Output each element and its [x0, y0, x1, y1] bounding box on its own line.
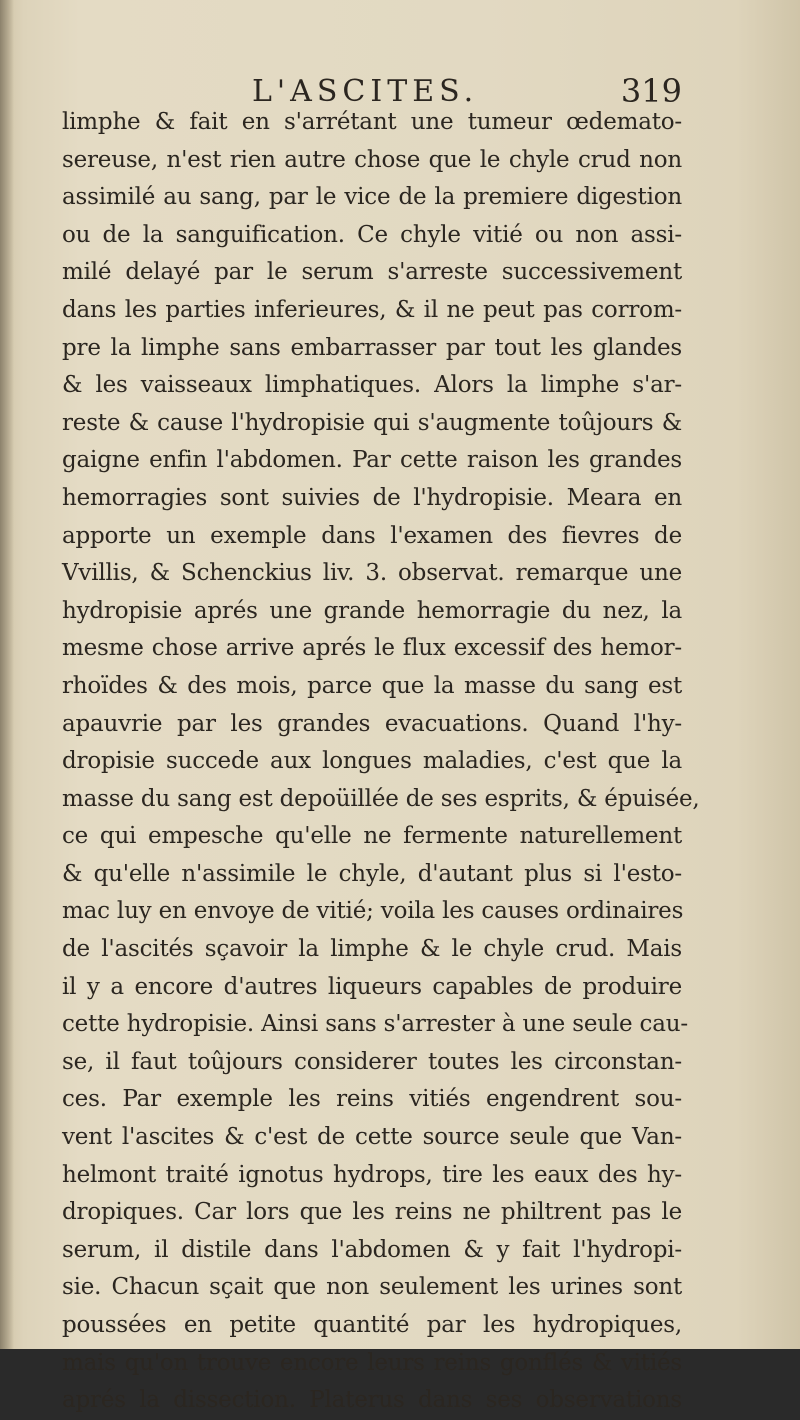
text-line: aprés la dissection. Platerus dans ses observations [62, 1387, 682, 1414]
text-line: reste & cause l'hydropisie qui s'augmente toûjours & [62, 409, 682, 436]
text-line: ou de la sanguification. Ce chyle vitié ou non assi- [62, 221, 682, 248]
text-line: serum, il distile dans l'abdomen & y fait l'hydropi- [62, 1236, 682, 1263]
text-line: pre la limphe sans embarrasser par tout les glandes [62, 334, 682, 361]
text-line: hemorragies sont suivies de l'hydropisie. Meara en [62, 484, 682, 511]
text-line: apauvrie par les grandes evacuations. Quand l'hy- [62, 710, 682, 737]
text-line: & qu'elle n'assimile le chyle, d'autant plus si l'esto- [62, 860, 682, 887]
text-line: vent l'ascites & c'est de cette source seule que Van- [62, 1124, 682, 1151]
text-line: hydropisie aprés une grande hemorragie du nez, la [62, 597, 682, 624]
text-line: ce qui empesche qu'elle ne fermente naturellement [62, 823, 682, 850]
text-line: gaigne enfin l'abdomen. Par cette raison les grandes [62, 447, 682, 474]
text-line: masse du sang est depoüillée de ses esprits, & épuisée, [62, 785, 700, 812]
text-line: sie. Chacun sçait que non seulement les urines sont [62, 1274, 682, 1301]
text-line: assimilé au sang, par le vice de la premiere digestion [62, 184, 682, 211]
text-line: ces. Par exemple les reins vitiés engendrent sou- [62, 1086, 682, 1113]
text-line: Vvillis, & Schenckius liv. 3. observat. remarque une [62, 560, 682, 587]
body-text [62, 104, 700, 1420]
text-line: sereuse, n'est rien autre chose que le chyle crud non [62, 146, 682, 173]
text-line: dropisie succede aux longues maladies, c'est que la [62, 748, 682, 775]
running-head: L'ASCITES. [252, 74, 479, 109]
text-line: milé delayé par le serum s'arreste successivement [62, 259, 682, 286]
text-line: dropiques. Car lors que les reins ne philtrent pas le [62, 1199, 682, 1226]
text-line: apporte un exemple dans l'examen des fievres de [62, 522, 682, 549]
text-line: rhoïdes & des mois, parce que la masse du sang est [62, 672, 682, 699]
text-line: poussées en petite quantité par les hydropiques, [62, 1312, 682, 1338]
text-line: helmont traité ignotus hydrops, tire les eaux des hy- [62, 1161, 682, 1188]
text-line: mesme chose arrive aprés le flux excessif des hemor- [62, 635, 682, 662]
text-line: mais qu'on trouve encore leurs reins gonflés & vitiés [62, 1349, 682, 1376]
text-line: dans les parties inferieures, & il ne peut pas corrom- [62, 296, 682, 323]
text-line: limphe & fait en s'arrétant une tumeur œdemato- [62, 109, 682, 135]
text-line: il y a encore d'autres liqueurs capables de produire [62, 973, 682, 1000]
page-gutter [0, 0, 14, 1349]
page-number: 319 [620, 72, 682, 110]
text-line: cette hydropisie. Ainsi sans s'arrester à une seule cau- [62, 1011, 688, 1038]
text-line: se, il faut toûjours considerer toutes les circonstan- [62, 1048, 682, 1075]
text-line: mac luy en envoye de vitié; voila les causes ordinaires [62, 898, 684, 925]
text-line: de l'ascités sçavoir la limphe & le chyle crud. Mais [62, 936, 682, 963]
text-line: & les vaisseaux limphatiques. Alors la limphe s'ar- [62, 372, 682, 399]
